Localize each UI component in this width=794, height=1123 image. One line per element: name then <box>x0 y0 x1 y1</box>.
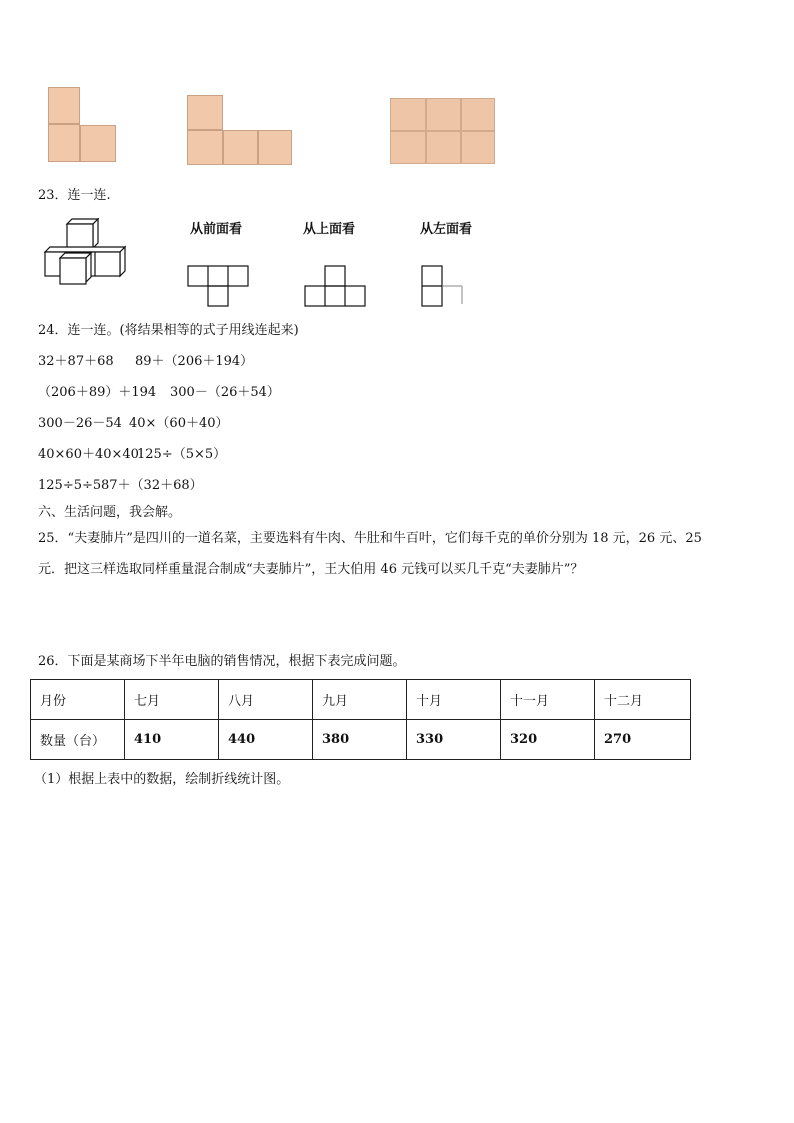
q24-right-expr-5: 87＋（32＋68） <box>101 478 203 493</box>
section-title: 六、生活问题，我会解。 <box>38 505 182 520</box>
table-cell: 九月 <box>313 680 407 720</box>
q26-subquestion-1: （1）根据上表中的数据，绘制折线统计图。 <box>34 772 290 787</box>
q26-title: 26．下面是某商场下半年电脑的销售情况，根据下表完成问题。 <box>38 654 406 669</box>
sales-table <box>30 679 691 760</box>
q24-left-expr-5: 125÷5÷5 <box>38 478 102 493</box>
table-cell: 330 <box>407 720 501 760</box>
front-view-shape <box>186 264 252 308</box>
view-label-front: 从前面看 <box>190 222 243 237</box>
table-cell: 月份 <box>31 680 125 720</box>
q24-right-expr-4: 125÷（5×5） <box>137 447 227 462</box>
q24-left-expr-1: 32＋87＋68 <box>38 354 114 369</box>
q24-left-expr-4: 40×60＋40×40 <box>38 447 139 462</box>
table-cell: 320 <box>501 720 595 760</box>
table-cell: 380 <box>313 720 407 760</box>
q24-right-expr-2: 300－（26＋54） <box>170 385 280 400</box>
q24-left-expr-3: 300－26－54 <box>38 416 122 431</box>
q25-text-line2: 元．把这三样选取同样重量混合制成“夫妻肺片”，王大伯用 46 元钱可以买几千克“夫妻肺片”？ <box>38 562 584 577</box>
table-cell: 270 <box>595 720 691 760</box>
q23-title: 23．连一连. <box>38 188 111 203</box>
q24-title: 24．连一连。(将结果相等的式子用线连起来) <box>38 323 299 338</box>
view-label-top: 从上面看 <box>303 222 356 237</box>
table-cell: 410 <box>125 720 219 760</box>
table-cell: 十一月 <box>501 680 595 720</box>
q24-left-expr-2: （206＋89）＋194 <box>38 385 157 400</box>
table-cell: 数量（台） <box>31 720 125 760</box>
table-cell: 440 <box>219 720 313 760</box>
q24-right-expr-1: 89＋（206＋194） <box>135 354 254 369</box>
table-header-row <box>31 680 691 720</box>
table-cell: 七月 <box>125 680 219 720</box>
table-cell: 十月 <box>407 680 501 720</box>
table-row <box>31 720 691 760</box>
top-view-shape <box>303 264 369 308</box>
cube-solid-figure <box>40 218 142 290</box>
q25-text-line1: 25．“夫妻肺片”是四川的一道名菜，主要选料有牛肉、牛肚和牛百叶，它们每千克的单价分别为 18 元，26 元、25 <box>38 531 702 546</box>
view-label-left: 从左面看 <box>420 222 473 237</box>
table-cell: 十二月 <box>595 680 691 720</box>
q24-right-expr-3: 40×（60＋40） <box>129 416 229 431</box>
table-cell: 八月 <box>219 680 313 720</box>
left-view-shape <box>420 264 466 308</box>
